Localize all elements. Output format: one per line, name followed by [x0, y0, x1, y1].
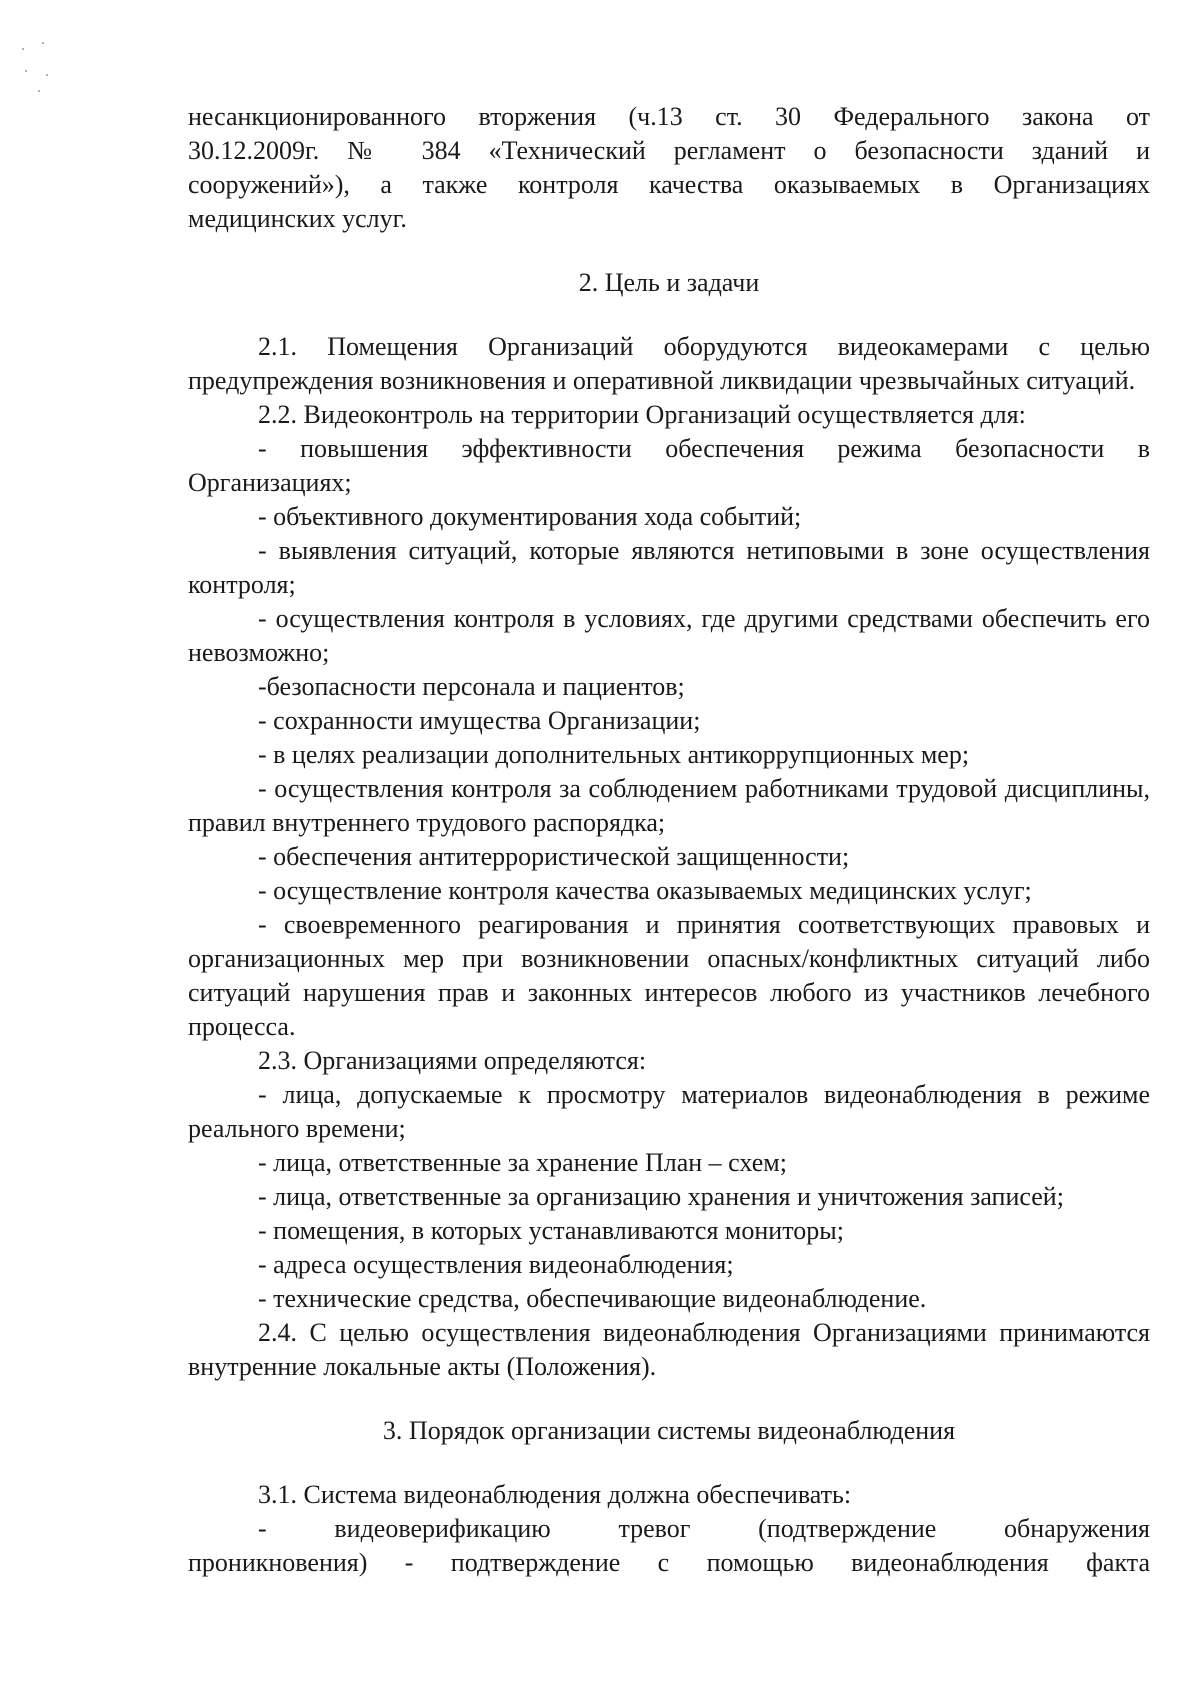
scan-specks	[20, 40, 60, 110]
list-item-3-1-1-line-1: - видеоверификацию тревог (подтверждение обнаружения	[258, 1514, 1150, 1543]
intro-line-3: сооружений»), а также контроля качества оказываемых в Организациях	[188, 170, 1150, 199]
list-item-2-2-6: - сохранности имущества Организации;	[258, 706, 701, 735]
list-item-2-3-4: - помещения, в которых устанавливаются мониторы;	[258, 1216, 844, 1245]
list-item-2-2-5: -безопасности персонала и пациентов;	[258, 672, 685, 701]
section-2-heading: 2. Цель и задачи	[578, 268, 760, 297]
document-body	[188, 100, 1150, 1580]
list-item-2-2-7: - в целях реализации дополнительных антикоррупционных мер;	[258, 740, 970, 769]
list-item-2-3-6: - технические средства, обеспечивающие видеонаблюдение.	[258, 1284, 927, 1313]
list-item-2-3-5: - адреса осуществления видеонаблюдения;	[258, 1250, 734, 1279]
list-item-2-3-2: - лица, ответственные за хранение План – схем;	[258, 1148, 787, 1177]
list-item-2-2-9: - обеспечения антитеррористической защищенности;	[258, 842, 850, 871]
paragraph-2-3: 2.3. Организациями определяются:	[258, 1046, 647, 1075]
paragraph-3-1: 3.1. Система видеонаблюдения должна обеспечивать:	[258, 1480, 852, 1509]
list-item-2-2-2: - объективного документирования хода событий;	[258, 502, 802, 531]
list-item-2-3-3: - лица, ответственные за организацию хранения и уничтожения записей;	[258, 1182, 1064, 1211]
list-item-2-2-1: - повышения эффективности обеспечения режима безопасности в Организациях;	[188, 434, 1150, 497]
list-item-2-3-1: - лица, допускаемые к просмотру материалов видеонаблюдения в режиме реального времени;	[188, 1080, 1150, 1143]
intro-line-2: 30.12.2009г. № 384 «Технический регламент о безопасности зданий и	[188, 136, 1150, 165]
list-item-2-2-10: - осуществление контроля качества оказываемых медицинских услуг;	[258, 876, 1032, 905]
paragraph-2-1: 2.1. Помещения Организаций оборудуются видеокамерами с целью предупреждения возникновения и оперативной ликвидации чрезвычайных ситуаций.	[188, 332, 1150, 395]
list-item-2-2-11: - своевременного реагирования и принятия соответствующих правовых и организационных мер при возникновении опасных/конфликтных ситуаций либо ситуаций нарушения прав и законных интересов любого из участников лечебного процесса.	[188, 910, 1150, 1041]
paragraph-2-2: 2.2. Видеоконтроль на территории Организаций осуществляется для:	[258, 400, 1026, 429]
section-3-heading: 3. Порядок организации системы видеонаблюдения	[382, 1416, 956, 1445]
list-item-2-2-8: - осуществления контроля за соблюдением работниками трудовой дисциплины, правил внутреннего трудового распорядка;	[188, 774, 1150, 837]
intro-line-4: медицинских услуг.	[188, 204, 407, 233]
paragraph-2-4: 2.4. С целью осуществления видеонаблюдения Организациями принимаются внутренние локальные акты (Положения).	[188, 1318, 1150, 1381]
intro-line-1: несанкционированного вторжения (ч.13 ст. 30 Федерального закона от	[188, 102, 1150, 131]
list-item-2-2-3: - выявления ситуаций, которые являются нетиповыми в зоне осуществления контроля;	[188, 536, 1150, 599]
list-item-3-1-1-line-2: проникновения) - подтверждение с помощью видеонаблюдения факта	[188, 1548, 1150, 1577]
list-item-2-2-4: - осуществления контроля в условиях, где другими средствами обеспечить его невозможно;	[188, 604, 1150, 667]
